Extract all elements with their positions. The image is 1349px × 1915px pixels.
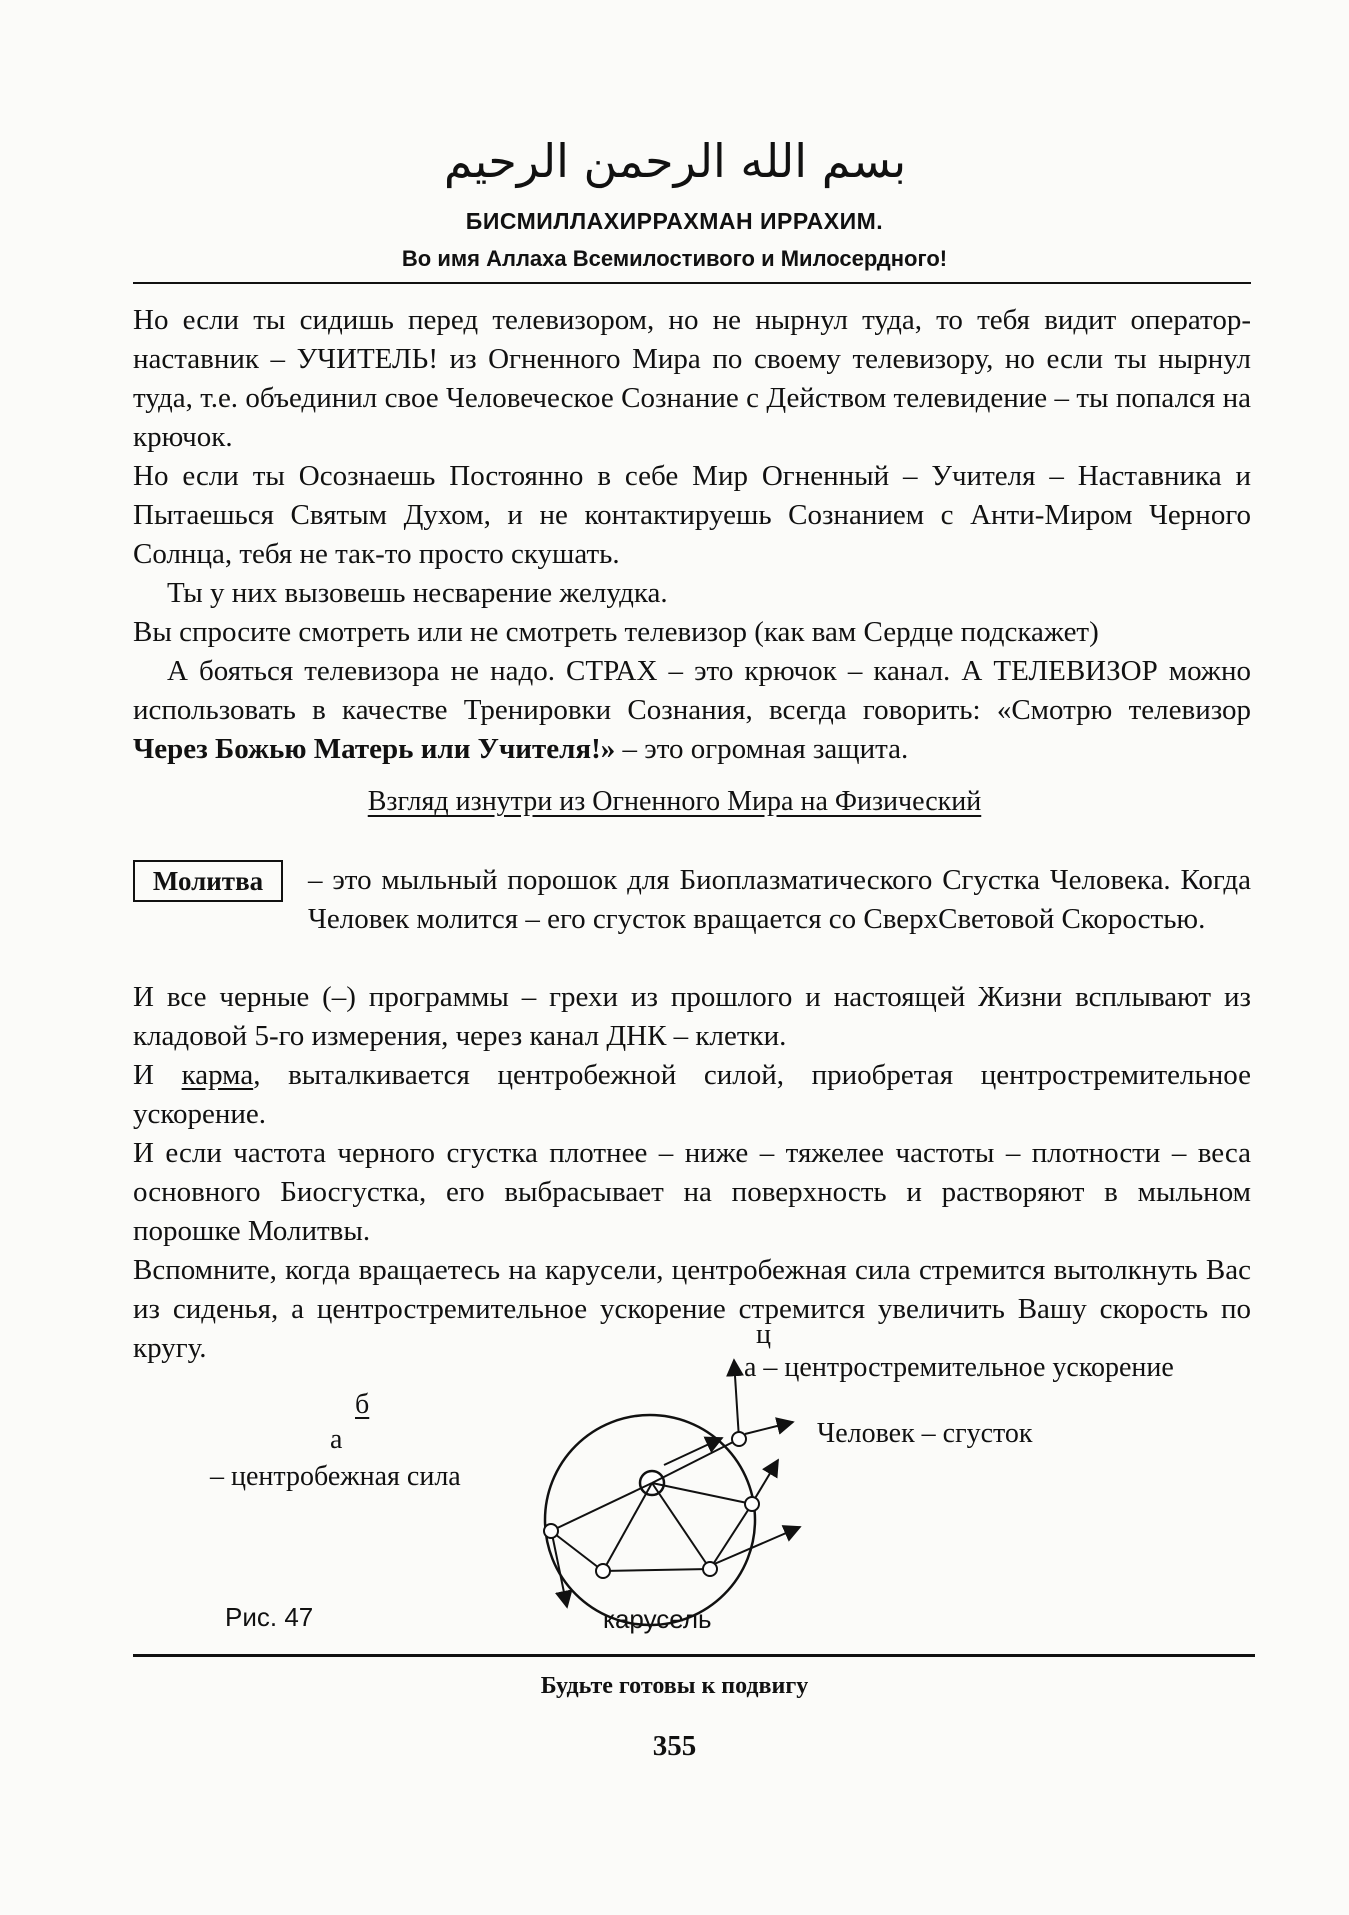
node-right (745, 1497, 759, 1511)
header-rule (133, 282, 1251, 284)
arrow-centrifugal (552, 1534, 567, 1607)
chord-right (710, 1504, 752, 1569)
paragraph-6: И все черные (–) программы – грехи из прошлого и настоящей Жизни всплывают из кладовой 5-го измерения, через канал ДНК – клетки. (133, 981, 1251, 1052)
header-title: БИСМИЛЛАХИРРАХМАН ИРРАХИМ. (465, 208, 884, 234)
paragraph-4: Вы спросите смотреть или не смотреть телевизор (как вам Сердце подскажет) (133, 616, 1099, 648)
label-c: ц (756, 1319, 771, 1350)
label-centrifugal: – центробежная сила (210, 1461, 461, 1492)
section-title: Взгляд изнутри из Огненного Мира на Физический (367, 786, 982, 817)
header-subtitle: Во имя Аллаха Всемилостивого и Милосердного! (401, 246, 948, 271)
node-bottom-right (703, 1562, 717, 1576)
spoke-bottom-left (603, 1483, 652, 1571)
person-node (732, 1432, 746, 1446)
node-bottom-left (596, 1564, 610, 1578)
paragraph-5-tail: – это огромная защита. (615, 733, 909, 765)
calligraphy-text: بسم الله الرحمن الرحيم (443, 134, 907, 188)
label-a-left: а (330, 1424, 343, 1455)
underlined-karma: карма (181, 1059, 254, 1091)
paragraph-2: Но если ты Осознаешь Постоянно в себе Мир Огненный – Учителя – Наставника и Пытаешься Святым Духом, и не контактируешь Сознанием с Анти-Миром Черного Солнца, тебя не так-то просто скушать. (133, 460, 1251, 570)
paragraph-7 (133, 1056, 1251, 1134)
spoke-right (652, 1483, 752, 1504)
label-carousel: карусель (603, 1604, 712, 1634)
bismillah-calligraphy (443, 115, 907, 207)
paragraph-7-start: И (133, 1059, 182, 1091)
paragraph-5-text: А бояться телевизора не надо. СТРАХ – это крючок – канал. А ТЕЛЕВИЗОР можно использовать в качестве Тренировки Сознания, всегда говорить: «Смотрю телевизор (133, 655, 1251, 726)
paragraph-1: Но если ты сидишь перед телевизором, но не нырнул туда, то тебя видит оператор-наставник – УЧИТЕЛЬ! из Огненного Мира по своему телевизору, но если ты нырнул туда, т.е. объединил свое Человеческое Сознание с Действом телевидение – ты попался на крючок. (133, 304, 1251, 453)
figure-caption: Рис. 47 (225, 1602, 314, 1632)
boxed-word-molitva: Молитва (133, 860, 283, 902)
spoke-top-right (652, 1439, 739, 1483)
spoke-bottom-right (652, 1483, 710, 1569)
label-b: б (355, 1389, 370, 1420)
label-a-top: а – центростремительное ускорение (744, 1352, 1174, 1383)
molitva-definition: – это мыльный порошок для Биоплазматического Сгустка Человека. Когда Человек молится – его сгусток вращается со СверхСветовой Скоростью. (308, 864, 1251, 935)
footer-rule (133, 1654, 1255, 1657)
paragraph-7-rest: , выталкивается центробежной силой, приобретая центростремительное ускорение. (133, 1059, 1251, 1130)
spoke-left (551, 1483, 652, 1531)
paragraph-5-bold: Через Божью Матерь или Учителя!» (133, 733, 616, 765)
footer-text: Будьте готовы к подвигу (540, 1673, 809, 1699)
paragraph-5 (133, 652, 1251, 769)
paragraph-3: Ты у них вызовешь несварение желудка. (167, 577, 668, 609)
page-number: 355 (652, 1730, 697, 1762)
node-left (544, 1524, 558, 1538)
arrow-right-top (754, 1460, 778, 1500)
paragraph-8: И если частота черного сгустка плотнее – ниже – тяжелее частоты – плотности – веса основного Биосгустка, его выбрасывает на поверхность и растворяют в мыльном порошке Молитвы. (133, 1137, 1251, 1247)
label-person: Человек – сгусток (817, 1418, 1033, 1449)
arrow-centripetal (734, 1360, 739, 1439)
arrow-person (745, 1422, 793, 1434)
paragraph-9: Вспомните, когда вращаетесь на карусели, центробежная сила стремится вытолкнуть Вас из сиденья, а центростремительное ускорение стремится увеличить Вашу скорость по кругу. (133, 1254, 1251, 1364)
chord-bottom (603, 1569, 710, 1571)
